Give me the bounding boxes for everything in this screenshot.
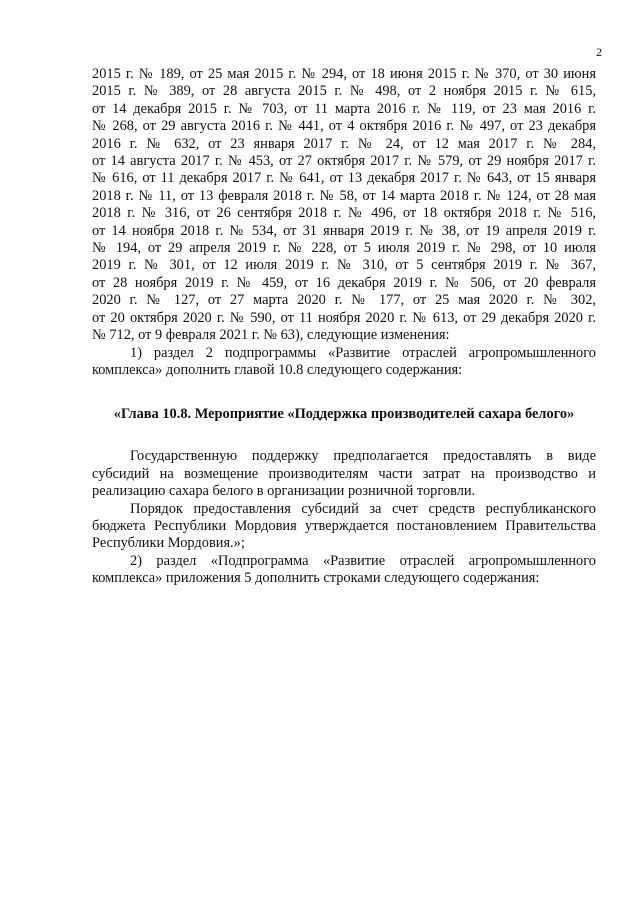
chapter-paragraph-2: Порядок предоставления субсидий за счет средств республиканского бюджета Республики Мордовия утверждается постановлением Правительства Республики Мордовия.»; [92, 500, 596, 552]
amendments-paragraph [92, 66, 596, 345]
item-1-paragraph: 1) раздел 2 подпрограммы «Развитие отраслей агропромышленного комплекса» дополнить главой 10.8 следующего содержания: [92, 344, 596, 378]
amendments-line: № 268, от 29 августа 2016 г. № 441, от 4 октября 2016 г. № 497, от 23 декабря [92, 118, 596, 135]
amendments-line: от 28 ноября 2019 г. № 459, от 16 декабря 2019 г. № 506, от 20 февраля [92, 274, 596, 291]
amendments-line: 2020 г. № 127, от 27 марта 2020 г. № 177, от 25 мая 2020 г. № 302, [92, 292, 596, 309]
amendments-line: № 712, от 9 февраля 2021 г. № 63), следующие изменения: [92, 327, 450, 344]
amendments-line: № 616, от 11 декабря 2017 г. № 641, от 13 декабря 2017 г. № 643, от 15 января [92, 170, 596, 187]
amendments-line: № 194, от 29 апреля 2019 г. № 228, от 5 июля 2019 г. № 298, от 10 июля [92, 240, 596, 257]
amendments-line: 2018 г. № 11, от 13 февраля 2018 г. № 58, от 14 марта 2018 г. № 124, от 28 мая [92, 187, 596, 204]
amendments-line: 2019 г. № 301, от 12 июля 2019 г. № 310, от 5 сентября 2019 г. № 367, [92, 257, 596, 274]
item-2-paragraph: 2) раздел «Подпрограмма «Развитие отраслей агропромышленного комплекса» приложения 5 дополнить строками следующего содержания: [92, 552, 596, 587]
amendments-line: 2016 г. № 632, от 23 января 2017 г. № 24, от 12 мая 2017 г. № 284, [92, 135, 596, 152]
chapter-paragraph-1: Государственную поддержку предполагается предоставлять в виде субсидий на возмещение производителям части затрат на производство и реализацию сахара белого в организации розничной торговли. [92, 448, 596, 500]
amendments-line: 2015 г. № 389, от 28 августа 2015 г. № 498, от 2 ноября 2015 г. № 615, [92, 83, 596, 100]
amendments-line: 2015 г. № 189, от 25 мая 2015 г. № 294, от 18 июня 2015 г. № 370, от 30 июня [92, 66, 596, 82]
amendments-line: от 14 августа 2017 г. № 453, от 27 октября 2017 г. № 579, от 29 ноября 2017 г. [92, 153, 596, 170]
page-number: 2 [596, 45, 602, 59]
amendments-line: от 14 декабря 2015 г. № 703, от 11 марта 2016 г. № 119, от 23 мая 2016 г. [92, 100, 596, 117]
amendments-line: от 20 октября 2020 г. № 590, от 11 ноября 2020 г. № 613, от 29 декабря 2020 г. [92, 309, 596, 326]
chapter-title: «Глава 10.8. Мероприятие «Поддержка производителей сахара белого» [113, 406, 575, 423]
document-body [92, 66, 596, 588]
amendments-line: от 14 ноября 2018 г. № 534, от 31 января 2019 г. № 38, от 19 апреля 2019 г. [92, 222, 596, 239]
amendments-line: 2018 г. № 316, от 26 сентября 2018 г. № 496, от 18 октября 2018 г. № 516, [92, 205, 596, 222]
